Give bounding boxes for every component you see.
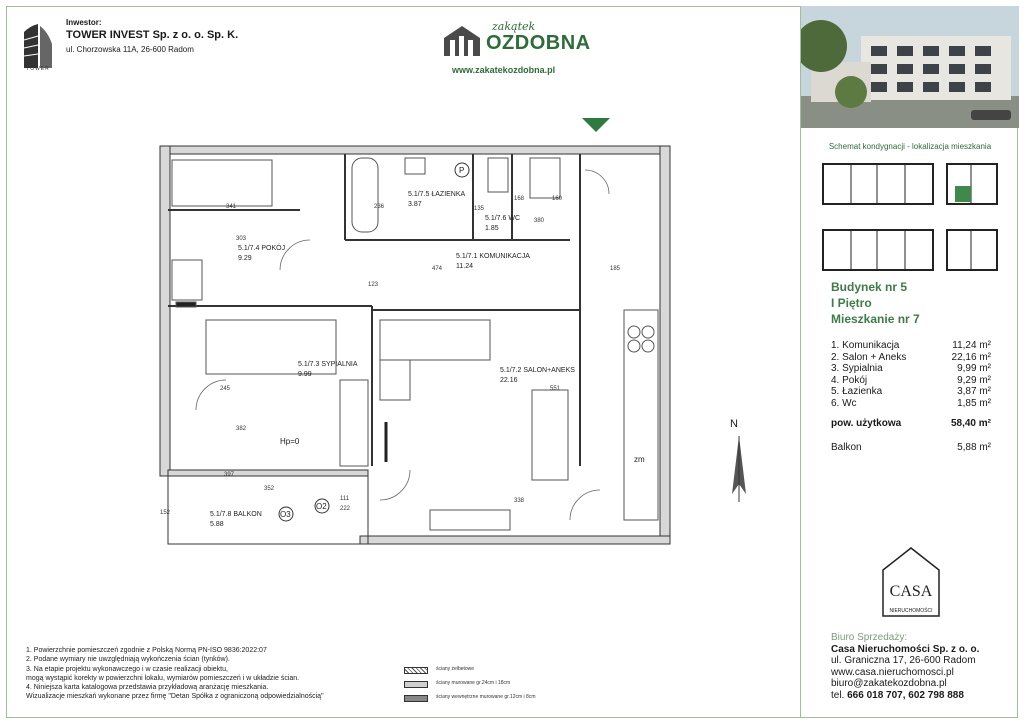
toilet bbox=[530, 158, 560, 198]
room-row: 4. Pokój 9,29 m² bbox=[831, 374, 991, 386]
brand-url[interactable]: www.zakatekozdobna.pl bbox=[452, 65, 556, 75]
investor-name: TOWER INVEST Sp. z o. o. Sp. K. bbox=[66, 29, 239, 41]
room-pokoj-label: 5.1/7.4 POKÓJ bbox=[238, 245, 286, 252]
room-salon-area: 22.16 bbox=[500, 377, 518, 384]
note-line: Wizualizacje mieszkań wykonane przez firmę "Detan Spółka z ograniczoną odpowiedzialnością" bbox=[26, 693, 324, 701]
bathtub bbox=[352, 158, 378, 232]
dim-12: 236 bbox=[374, 204, 385, 210]
brand-script: zakątek bbox=[492, 20, 536, 33]
dining-table bbox=[532, 390, 568, 480]
room-lazienka-area: 3.87 bbox=[408, 201, 422, 208]
floor-schema bbox=[821, 158, 1001, 276]
dim-3: 382 bbox=[236, 426, 247, 432]
dim-17: 111 bbox=[340, 496, 350, 502]
sofa bbox=[380, 320, 490, 360]
dim-7: 185 bbox=[610, 266, 621, 272]
brand-name: OZDOBNA bbox=[486, 32, 591, 54]
legend-swatch bbox=[404, 695, 428, 702]
sales-company: Casa Nieruchomości Sp. z o. o. bbox=[831, 643, 980, 655]
bed-pokoj bbox=[172, 160, 272, 206]
sales-title: Biuro Sprzedaży: bbox=[831, 632, 908, 643]
dim-1: 303 bbox=[236, 236, 247, 242]
room-lazienka-label: 5.1/7.5 ŁAZIENKA bbox=[408, 191, 466, 198]
legend-item bbox=[404, 678, 594, 690]
room-sypialnia-label: 5.1/7.3 SYPIALNIA bbox=[298, 361, 358, 368]
room-row: 1. Komunikacja 11,24 m² bbox=[831, 340, 991, 351]
room-komunikacja-label: 5.1/7.1 KOMUNIKACJA bbox=[456, 253, 530, 260]
mark-o3: O3 bbox=[280, 510, 291, 519]
room-balkon-area: 5.88 bbox=[210, 521, 224, 528]
room-row: 6. Wc 1,85 m² bbox=[831, 397, 991, 409]
dimension-labels bbox=[160, 196, 621, 516]
room-wc-label: 5.1/7.6 WC bbox=[485, 215, 521, 222]
legend-label: ściany murowane gr.24cm i 18cm bbox=[436, 680, 511, 686]
note-line: 2. Podane wymiary nie uwzględniają wykończenia ścian (tynków). bbox=[26, 656, 230, 664]
investor-address: ul. Chorzowska 11A, 26-600 Radom bbox=[66, 45, 194, 54]
apartment-number: Mieszkanie nr 7 bbox=[831, 312, 920, 326]
doors bbox=[196, 170, 609, 520]
mark-p: P bbox=[459, 166, 465, 175]
room-sypialnia-area: 9.99 bbox=[298, 371, 312, 378]
brand-logo bbox=[440, 20, 600, 82]
dim-9: 123 bbox=[368, 282, 379, 288]
dim-6: 551 bbox=[550, 386, 561, 392]
room-salon-label: 5.1/7.2 SALON+ANEKS bbox=[500, 367, 575, 374]
building-number: Budynek nr 5 bbox=[831, 280, 908, 294]
dim-18: 222 bbox=[340, 506, 351, 512]
mark-hp: Hp=0 bbox=[280, 437, 300, 446]
floor-plan bbox=[140, 110, 680, 570]
note-line: 4. Niniejsza karta katalogowa przedstawia przykładową aranżację mieszkania. bbox=[26, 684, 269, 692]
dim-2: 245 bbox=[220, 386, 231, 392]
wardrobe bbox=[340, 380, 368, 466]
schema-title: Schemat kondygnacji - lokalizacja mieszkania bbox=[828, 142, 992, 151]
note-line: 1. Powierzchnie pomieszczeń zgodnie z Polską Normą PN-ISO 9836:2022:07 bbox=[26, 647, 267, 654]
legend-swatch bbox=[404, 681, 428, 688]
mark-o2: O2 bbox=[316, 502, 327, 511]
room-area-list bbox=[831, 340, 991, 409]
room-wc-area: 1.85 bbox=[485, 225, 499, 232]
balcony-value: 5,88 m² bbox=[957, 442, 991, 453]
building-photo bbox=[801, 6, 1019, 128]
sales-email-link[interactable]: biuro@zakatekozdobna.pl bbox=[831, 678, 947, 689]
investor-block bbox=[20, 18, 250, 78]
legend-swatch bbox=[404, 667, 428, 674]
dim-0: 341 bbox=[226, 204, 237, 210]
right-panel bbox=[800, 6, 1018, 718]
legend-item bbox=[404, 692, 594, 704]
dim-4: 397 bbox=[224, 472, 235, 478]
apartment-highlight bbox=[955, 186, 971, 202]
legend-label: ściany wewnętrzne murowane gr.12cm i 8cm bbox=[436, 694, 536, 700]
room-balkon-label: 5.1/7.8 BALKON bbox=[210, 511, 262, 518]
cabinet bbox=[430, 510, 510, 530]
dim-5: 338 bbox=[514, 498, 525, 504]
wall-legend bbox=[404, 664, 594, 710]
usable-area-row bbox=[831, 418, 991, 429]
room-pokoj-area: 9.29 bbox=[238, 255, 252, 262]
sink bbox=[405, 158, 425, 174]
entrance-arrow-icon bbox=[582, 118, 610, 132]
casa-logo-text: CASA bbox=[889, 583, 933, 600]
legend-item bbox=[404, 664, 594, 676]
usable-area-value: 58,40 m² bbox=[950, 418, 991, 429]
note-line: 3. Na etapie projektu wykonawczego i w czasie realizacji obiektu, bbox=[26, 665, 228, 673]
balcony-label: Balkon bbox=[831, 442, 862, 453]
sales-phone[interactable]: tel. 666 018 707, 602 798 888 bbox=[831, 689, 964, 701]
desk bbox=[172, 260, 202, 300]
casa-house-icon bbox=[879, 544, 943, 624]
room-row: 3. Sypialnia 9,99 m² bbox=[831, 363, 991, 374]
casa-logo bbox=[879, 544, 943, 624]
sales-address: ul. Graniczna 17, 26-600 Radom bbox=[831, 655, 976, 666]
usable-area-label: pow. użytkowa bbox=[831, 418, 902, 429]
room-komunikacja-area: 11.24 bbox=[456, 263, 473, 270]
dim-16: 152 bbox=[160, 510, 171, 516]
note-line: mogą wystąpić korekty w powierzchni lokalu, wymiarów pomieszczeń i w układzie ścian. bbox=[26, 674, 300, 682]
dim-8: 474 bbox=[432, 266, 443, 272]
tower-logo-text: TOWER bbox=[26, 66, 50, 72]
casa-logo-sub: NIERUCHOMOŚCI bbox=[889, 608, 933, 614]
sales-web-link[interactable]: www.casa.nieruchomosci.pl bbox=[831, 666, 954, 678]
kitchen-counter bbox=[624, 310, 658, 520]
room-row: 5. Łazienka 3,87 m² bbox=[831, 386, 991, 397]
plan-marks bbox=[279, 163, 645, 521]
wc-bowl bbox=[488, 158, 508, 192]
sales-office bbox=[831, 632, 1011, 701]
dim-15: 352 bbox=[264, 486, 275, 492]
room-row: 2. Salon + Aneks 22,16 m² bbox=[831, 351, 991, 363]
dim-11: 168 bbox=[514, 196, 525, 202]
dim-13: 160 bbox=[552, 196, 563, 202]
dim-14: 380 bbox=[534, 218, 545, 224]
balcony-row bbox=[831, 442, 991, 453]
floor-number: I Piętro bbox=[831, 296, 872, 310]
mark-zm: zm bbox=[634, 455, 645, 464]
investor-label: Inwestor: bbox=[66, 18, 102, 27]
north-arrow bbox=[720, 418, 754, 508]
legend-label: ściany żelbetowe bbox=[436, 666, 475, 672]
north-label: N bbox=[730, 418, 738, 430]
brand-house-icon bbox=[442, 24, 482, 58]
dim-10: 135 bbox=[474, 206, 485, 212]
compass-needle-icon bbox=[724, 434, 754, 504]
disclaimer-notes bbox=[26, 646, 396, 702]
